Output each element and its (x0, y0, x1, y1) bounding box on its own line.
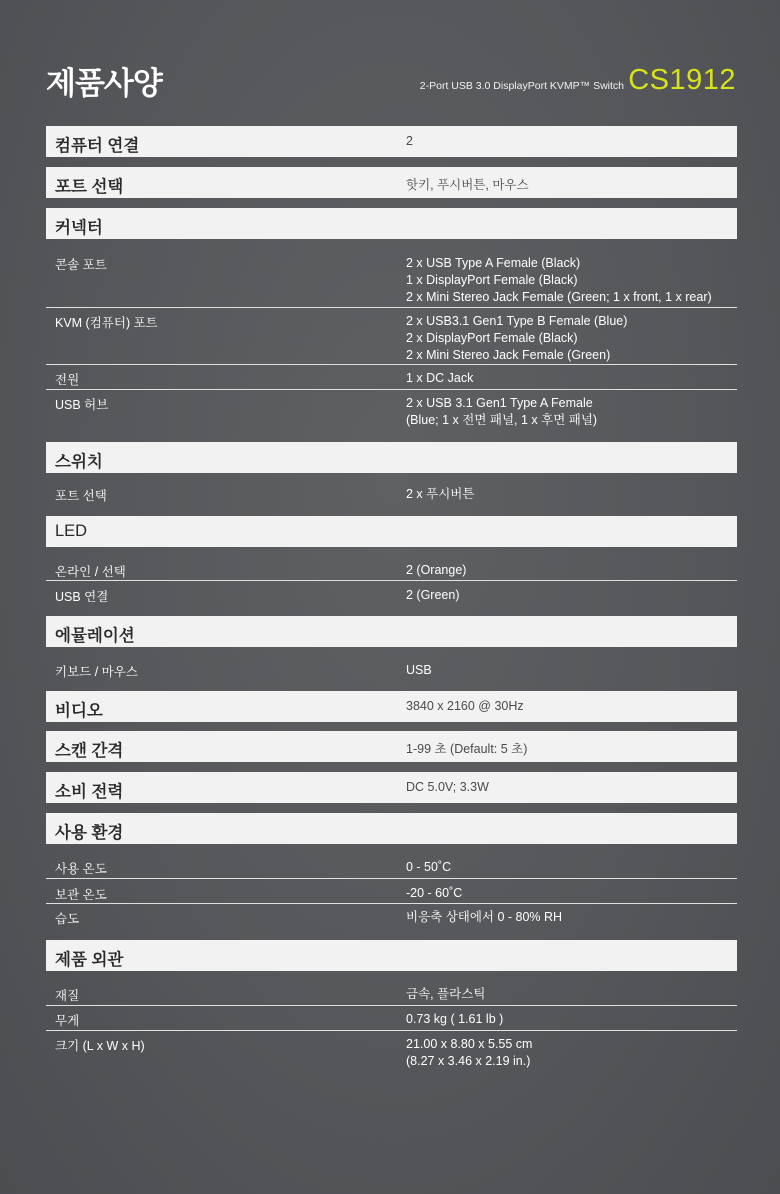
spec-value: USB (406, 663, 432, 677)
spec-label: 전원 (55, 373, 80, 387)
spec-row-storage-temp (46, 885, 737, 904)
spec-label: 포트 선택 (55, 489, 107, 503)
spec-row-dimensions (46, 1036, 737, 1072)
spec-value: -20 - 60˚C (406, 886, 463, 900)
spec-row-operating-temp (46, 859, 737, 879)
section-bar-environment (46, 813, 737, 844)
section-title: 스캔 간격 (55, 742, 124, 760)
section-title: 커넥터 (55, 219, 103, 237)
spec-value-line: 1 x DisplayPort Female (Black) (406, 273, 578, 287)
spec-row-online (46, 562, 737, 581)
page-title: 제품사양 (46, 66, 162, 101)
section-title: LED (55, 522, 88, 540)
spec-row-weight (46, 1011, 737, 1031)
spec-value (406, 395, 597, 429)
spec-value-line: 2 x USB3.1 Gen1 Type B Female (Blue) (406, 314, 628, 328)
spec-row-power-jack (46, 370, 737, 390)
spec-label: USB 연결 (55, 590, 109, 604)
section-bar-power-consumption (46, 772, 737, 803)
spec-value: 1 x DC Jack (406, 371, 474, 385)
section-bar-connectors (46, 208, 737, 239)
spec-row-switch-port-select (46, 486, 737, 506)
spec-value-line: 2 x Mini Stereo Jack Female (Green; 1 x front, 1 x rear) (406, 290, 712, 304)
section-title: 사용 환경 (55, 824, 124, 842)
spec-value-line: 2 x USB Type A Female (Black) (406, 256, 581, 270)
spec-label: USB 허브 (55, 398, 109, 412)
section-title: 소비 전력 (55, 783, 124, 801)
spec-value (406, 1036, 532, 1070)
section-title: 컴퓨터 연결 (55, 137, 140, 155)
spec-label: 키보드 / 마우스 (55, 665, 138, 679)
section-title: 에뮬레이션 (55, 627, 135, 645)
spec-value-line: 2 x DisplayPort Female (Black) (406, 331, 578, 345)
spec-value-line: (8.27 x 3.46 x 2.19 in.) (406, 1054, 531, 1068)
spec-value: 2 (Orange) (406, 563, 467, 577)
spec-row-keyboard-mouse (46, 662, 737, 682)
section-bar-led (46, 516, 737, 547)
product-description: 2-Port USB 3.0 DisplayPort KVMP™ Switch (419, 80, 624, 92)
section-bar-emulation (46, 616, 737, 647)
spec-row-usb-link (46, 587, 737, 607)
spec-label: 습도 (55, 912, 80, 926)
spec-value-line: 2 x Mini Stereo Jack Female (Green) (406, 348, 611, 362)
spec-value-line: (Blue; 1 x 전면 패널, 1 x 후면 패널) (406, 413, 598, 427)
section-bar-switches (46, 442, 737, 473)
spec-label: KVM (컴퓨터) 포트 (55, 316, 158, 330)
spec-label: 사용 온도 (55, 862, 107, 876)
spec-row-housing (46, 986, 737, 1006)
section-title: 비디오 (55, 702, 103, 720)
spec-value: 2 x 푸시버튼 (406, 487, 475, 501)
spec-row-humidity (46, 909, 737, 929)
section-value: 2 (406, 134, 413, 148)
spec-value (406, 255, 712, 306)
spec-value (406, 313, 627, 364)
spec-value: 비응축 상태에서 0 - 80% RH (406, 910, 563, 924)
spec-label: 온라인 / 선택 (55, 565, 126, 579)
spec-value: 0.73 kg ( 1.61 lb ) (406, 1012, 504, 1026)
spec-label: 재질 (55, 989, 80, 1003)
section-value: DC 5.0V; 3.3W (406, 780, 489, 794)
spec-value-line: 21.00 x 8.80 x 5.55 cm (406, 1037, 533, 1051)
section-value: 1-99 초 (Default: 5 초) (406, 742, 528, 756)
model-number: CS1912 (628, 64, 736, 96)
section-value: 3840 x 2160 @ 30Hz (406, 699, 524, 713)
spec-value: 2 (Green) (406, 588, 460, 602)
spec-value: 금속, 플라스틱 (406, 987, 486, 1001)
spec-label: 크기 (L x W x H) (55, 1039, 145, 1053)
spec-value: 0 - 50˚C (406, 860, 452, 874)
section-title: 제품 외관 (55, 951, 124, 969)
spec-label: 콘솔 포트 (55, 258, 107, 272)
section-bar-port-select (46, 167, 737, 198)
page-header (46, 58, 736, 104)
section-bar-scan-interval (46, 731, 737, 762)
spec-label: 보관 온도 (55, 888, 107, 902)
spec-value-line: 2 x USB 3.1 Gen1 Type A Female (406, 396, 593, 410)
spec-row-console (46, 255, 737, 308)
section-title: 스위치 (55, 453, 103, 471)
section-bar-computers (46, 126, 737, 157)
section-bar-physical (46, 940, 737, 971)
spec-row-usb-hub (46, 395, 737, 431)
section-value: 핫키, 푸시버튼, 마우스 (406, 178, 529, 192)
section-bar-video (46, 691, 737, 722)
spec-row-kvm-ports (46, 313, 737, 365)
section-title: 포트 선택 (55, 178, 124, 196)
spec-label: 무게 (55, 1014, 80, 1028)
